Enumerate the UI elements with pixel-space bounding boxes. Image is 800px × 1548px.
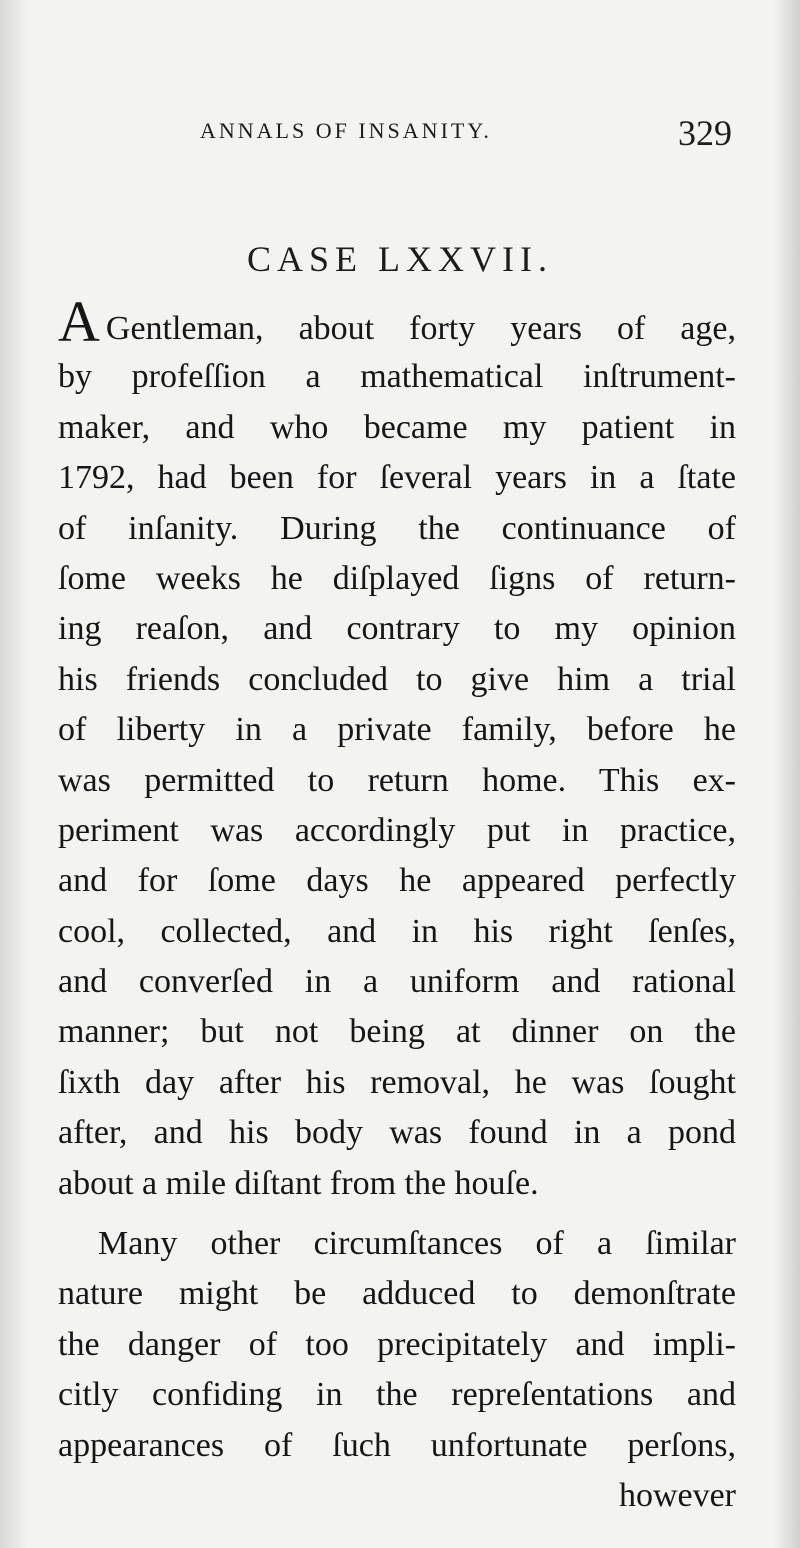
text-line: periment was accordingly put in practice, [58, 811, 736, 849]
text-line: his friends concluded to give him a trial [58, 660, 736, 698]
catchword: however [618, 1476, 736, 1514]
paragraph-gap [58, 1209, 736, 1219]
drop-cap: A [58, 289, 100, 354]
text-line: maker, and who became my patient in [58, 408, 736, 446]
text-line: manner; but not being at dinner on the [58, 1013, 736, 1051]
text-line: ſome weeks he diſplayed ſigns of return- [58, 559, 736, 597]
text-line: of inſanity. During the continuance of [58, 509, 736, 547]
text-line: by profeſſion a mathematical inſtrument- [58, 358, 736, 396]
text-line: of liberty in a private family, before he [58, 711, 736, 749]
text-line: was permitted to return home. This ex- [58, 761, 736, 799]
page-edge-shadow-left [0, 0, 28, 1548]
text-line: and for ſome days he appeared perfectly [58, 862, 736, 900]
body-text [58, 289, 736, 1521]
page-edge-shadow-right [774, 0, 800, 1548]
page-header [200, 112, 740, 162]
case-title: CASE LXXVII. [247, 239, 553, 279]
text-line [58, 289, 736, 354]
page-number: 329 [678, 113, 732, 153]
paragraph-1 [58, 289, 736, 1209]
text-line: ing reaſon, and contrary to my opinion [58, 610, 736, 648]
text-line: 1792, had been for ſeveral years in a ſtate [58, 459, 736, 497]
text-line: about a mile diſtant from the houſe. [58, 1164, 539, 1202]
text-line-content: Gentleman, about forty years of age, [105, 310, 736, 347]
text-line: appearances of ſuch unfortunate perſons, [58, 1426, 736, 1464]
text-line: citly confiding in the repreſentations and [58, 1376, 736, 1414]
paragraph-2 [58, 1219, 736, 1521]
text-line: cool, collected, and in his right ſenſes, [58, 912, 736, 950]
running-head: ANNALS OF INSANITY. [200, 118, 492, 143]
text-line: after, and his body was found in a pond [58, 1114, 736, 1152]
text-line: Many other circumſtances of a ſimilar [98, 1225, 736, 1263]
text-line: the danger of too precipitately and impli- [58, 1325, 736, 1363]
text-line: and converſed in a uniform and rational [58, 963, 736, 1001]
text-line: nature might be adduced to demonſtrate [58, 1275, 736, 1313]
text-line: ſixth day after his removal, he was ſought [58, 1063, 736, 1101]
